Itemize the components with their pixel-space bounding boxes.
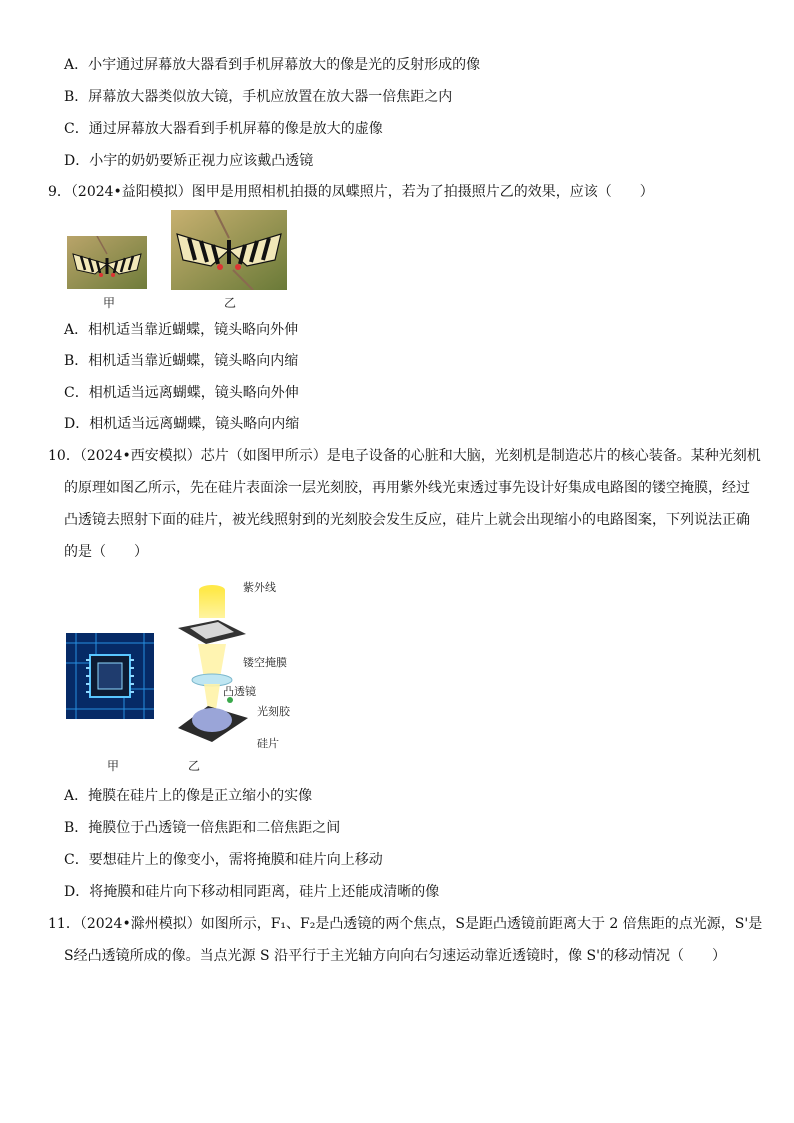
callout-photoresist: 光刻胶	[257, 705, 290, 718]
q10-option-d: D．将掩膜和硅片向下移动相同距离，硅片上还能成清晰的像	[64, 884, 440, 900]
callout-convex-lens: 凸透镜	[223, 685, 256, 698]
callout-mask: 镂空掩膜	[243, 656, 287, 669]
q10-stem-line-4: 的是（ ）	[64, 544, 148, 560]
q10-option-a: A．掩膜在硅片上的像是正立缩小的实像	[64, 788, 313, 804]
q11-stem-line-1: 11．（2024•滁州模拟）如图所示，F₁、F₂是凸透镜的两个焦点，S是距凸透镜前距离大于 2 倍焦距的点光源，S'是	[48, 916, 763, 932]
q8-option-b: B．屏幕放大器类似放大镜，手机应放置在放大器一倍焦距之内	[64, 89, 453, 105]
chip-photo	[66, 633, 154, 719]
q10-fig-label-a: 甲	[107, 759, 120, 773]
q10-option-b: B．掩膜位于凸透镜一倍焦距和二倍焦距之间	[64, 820, 341, 836]
q11-stem-line-2: S经凸透镜所成的像。当点光源 S 沿平行于主光轴方向向右匀速运动靠近透镜时，像 S'的移动情况（ ）	[64, 948, 726, 964]
q10-option-c: C．要想硅片上的像变小，需将掩膜和硅片向上移动	[64, 852, 383, 868]
butterfly-photo-a	[67, 236, 147, 289]
q10-stem-line-2: 的原理如图乙所示，先在硅片表面涂一层光刻胶，再用紫外线光束透过事先设计好集成电路图的镂空掩膜，经过	[64, 480, 750, 496]
q9-option-c: C．相机适当远离蝴蝶，镜头略向外伸	[64, 385, 299, 401]
q10-fig-label-b: 乙	[188, 759, 201, 773]
q8-option-d: D．小宇的奶奶要矫正视力应该戴凸透镜	[64, 153, 314, 169]
q8-option-c: C．通过屏幕放大器看到手机屏幕的像是放大的虚像	[64, 121, 383, 137]
q9-fig-label-a: 甲	[103, 296, 116, 310]
butterfly-photo-b	[171, 210, 287, 290]
q9-option-d: D．相机适当远离蝴蝶，镜头略向内缩	[64, 416, 300, 432]
callout-silicon-wafer: 硅片	[257, 737, 279, 750]
q9-option-b: B．相机适当靠近蝴蝶，镜头略向内缩	[64, 353, 299, 369]
q9-stem: 9．（2024•益阳模拟）图甲是用照相机拍摄的凤蝶照片，若为了拍摄照片乙的效果，应该（ ）	[48, 184, 654, 200]
lithography-diagram	[172, 578, 252, 750]
q9-option-a: A．相机适当靠近蝴蝶，镜头略向外伸	[64, 322, 299, 338]
q10-stem-line-3: 凸透镜去照射下面的硅片，被光线照射到的光刻胶会发生反应，硅片上就会出现缩小的电路图案，下列说法正确	[64, 512, 750, 528]
q9-fig-label-b: 乙	[224, 296, 237, 310]
callout-uv-light: 紫外线	[243, 581, 276, 594]
q8-option-a: A．小宇通过屏幕放大器看到手机屏幕放大的像是光的反射形成的像	[64, 57, 481, 73]
q10-stem-line-1: 10．（2024•西安模拟）芯片（如图甲所示）是电子设备的心脏和大脑，光刻机是制造芯片的核心装备。某种光刻机	[48, 448, 761, 464]
